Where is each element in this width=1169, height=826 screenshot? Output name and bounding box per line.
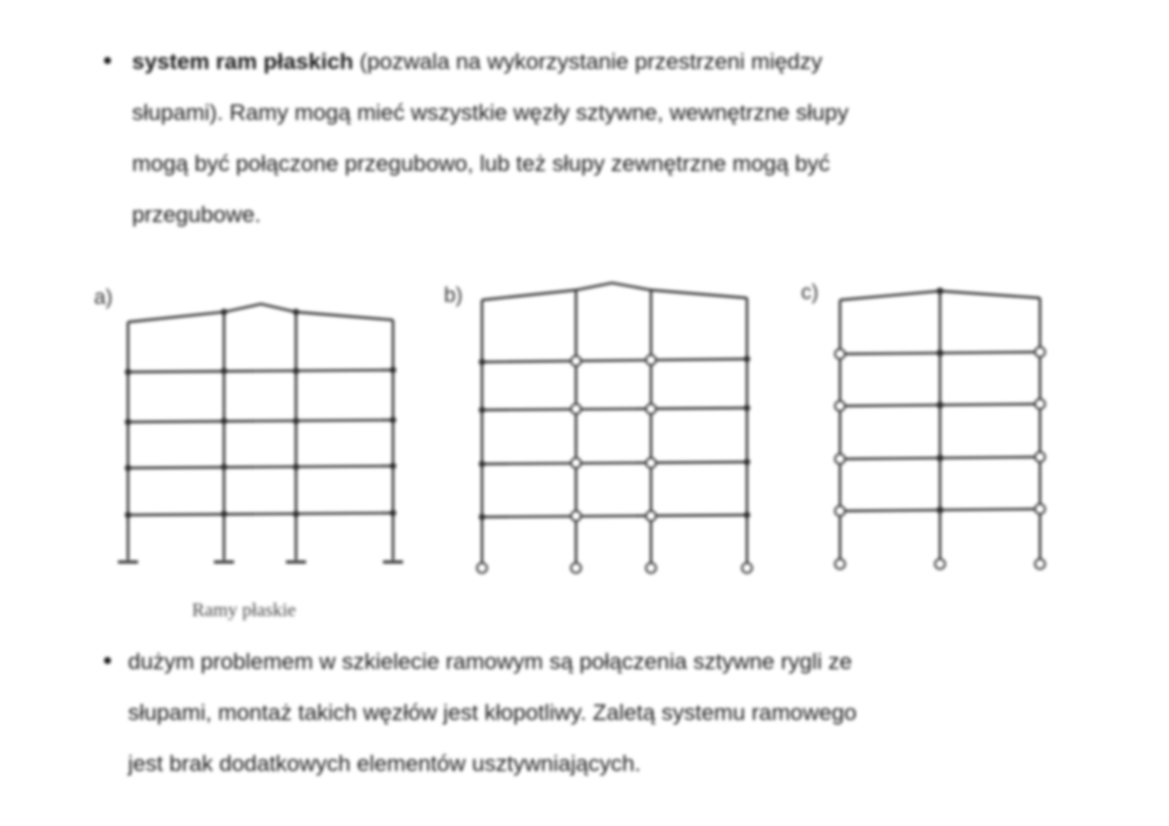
figure-caption: Ramy płaskie xyxy=(192,600,296,621)
frame-b-beam xyxy=(482,515,747,517)
frame-b xyxy=(482,283,747,565)
frame-a-roof xyxy=(128,304,393,322)
bullet-line-2: słupami, montaż takich węzłów jest kłopotliwy. Zaletą systemu ramowego xyxy=(128,700,857,725)
bullet-dot xyxy=(104,657,111,664)
frame-b-beam xyxy=(482,359,747,362)
bold-term: system ram płaskich xyxy=(132,49,354,74)
bullet-line-4: przegubowe. xyxy=(132,202,261,227)
bullet-line-2: słupami). Ramy mogą mieć wszystkie węzły sztywne, wewnętrzne słupy xyxy=(132,100,849,125)
frame-b-beam xyxy=(482,462,747,464)
frame-a-rigid-joints xyxy=(125,309,396,518)
frame-a-beam xyxy=(128,513,393,515)
panel-label-a: a) xyxy=(94,286,113,309)
frame-b-roof xyxy=(482,283,747,300)
frame-c xyxy=(840,291,1040,561)
bullet-text xyxy=(128,636,1064,789)
frame-b-rigid-joints xyxy=(479,356,750,520)
bullet-line-3: mogą być połączone przegubowo, lub też słupy zewnętrzne mogą być xyxy=(132,151,830,176)
frame-a xyxy=(118,304,403,562)
frame-a-beam xyxy=(128,420,393,422)
frame-a-beam xyxy=(128,370,393,372)
panel-label-b: b) xyxy=(444,284,463,307)
bullet-line-1: dużym problemem w szkielecie ramowym są połączenia sztywne rygli ze xyxy=(128,649,852,674)
bullet-item-rigid-connections xyxy=(104,636,1064,789)
bullet-line-3: jest brak dodatkowych elementów usztywniających. xyxy=(128,751,641,776)
frame-a-beam xyxy=(128,466,393,468)
line1-rest: (pozwala na wykorzystanie przestrzeni między xyxy=(353,49,823,74)
panel-label-c: c) xyxy=(801,281,819,304)
frame-b-beam xyxy=(482,408,747,410)
